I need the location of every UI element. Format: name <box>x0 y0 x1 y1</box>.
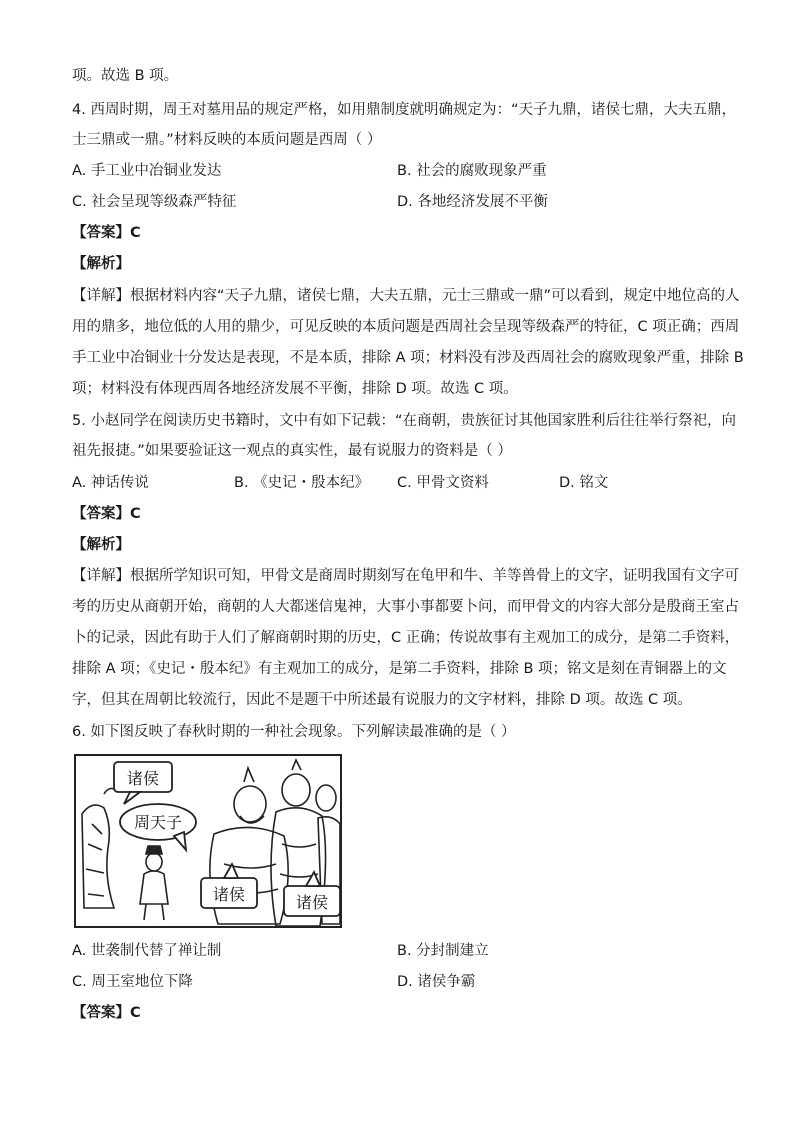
q6-answer: 【答案】C <box>72 1005 141 1021</box>
q5-detail-line-4: 排除 A 项；《史记・殷本纪》有主观加工的成分，是第二手资料，排除 B 项；铭文是刻在青铜器上的文 <box>72 661 727 677</box>
q5-option-d: D. 铭文 <box>559 475 609 491</box>
q5-detail-line-5: 字，但其在周朝比较流行，因此不是题干中所述最有说服力的文字材料，排除 D 项。故选 C 项。 <box>72 692 692 708</box>
q5-answer: 【答案】C <box>72 506 141 522</box>
q6-option-a: A. 世袭制代替了禅让制 <box>72 943 222 959</box>
q6-stem: 6. 如下图反映了春秋时期的一种社会现象。下列解读最准确的是（ ） <box>72 724 516 740</box>
figure-label-bottom-right: 诸侯 <box>295 893 329 912</box>
figure-label-bottom-mid: 诸侯 <box>212 885 246 904</box>
q4-answer: 【答案】C <box>72 225 141 241</box>
q4-stem-line-1: 4. 西周时期，周王对墓用品的规定严格，如用鼎制度就明确规定为：“天子九鼎，诸侯七鼎，大夫五鼎， <box>72 102 736 118</box>
q5-option-c: C. 甲骨文资料 <box>397 475 489 491</box>
figure-label-center: 周天子 <box>133 813 183 832</box>
previous-answer-tail: 项。故选 B 项。 <box>72 68 179 84</box>
q4-detail-line-3: 手工业中冶铜业十分发达是表现，不是本质，排除 A 项；材料没有涉及西周社会的腐败现象严重，排除 B <box>72 350 744 366</box>
q5-stem-line-1: 5. 小赵同学在阅读历史书籍时，文中有如下记载：“在商朝，贵族征讨其他国家胜利后往往举行祭祀，向 <box>72 413 736 429</box>
q4-detail-line-2: 用的鼎多，地位低的人用的鼎少，可见反映的本质问题是西周社会呈现等级森严的特征，C 项正确；西周 <box>72 319 740 335</box>
q5-detail-line-2: 考的历史从商朝开始，商朝的人大都迷信鬼神，大事小事都要卜问，而甲骨文的内容大部分是殷商王室占 <box>72 599 739 615</box>
q4-analysis-heading: 【解析】 <box>72 256 130 272</box>
q6-option-d: D. 诸侯争霸 <box>397 974 476 990</box>
q4-option-c: C. 社会呈现等级森严特征 <box>72 194 237 210</box>
q5-option-a: A. 神话传说 <box>72 475 149 491</box>
q5-analysis-heading: 【解析】 <box>72 537 130 553</box>
q4-option-b: B. 社会的腐败现象严重 <box>397 163 547 179</box>
q4-option-d: D. 各地经济发展不平衡 <box>397 194 548 210</box>
q4-option-a: A. 手工业中冶铜业发达 <box>72 163 222 179</box>
q5-stem-line-2: 祖先报捷。”如果要验证这一观点的真实性，最有说服力的资料是（ ） <box>72 443 512 459</box>
figure-label-top-left: 诸侯 <box>126 769 160 788</box>
q4-detail-line-4: 项；材料没有体现西周各地经济发展不平衡，排除 D 项。故选 C 项。 <box>72 381 518 397</box>
q4-stem-line-2: 士三鼎或一鼎。”材料反映的本质问题是西周（ ） <box>72 132 382 148</box>
q5-detail-line-3: 卜的记录，因此有助于人们了解商朝时期的历史，C 正确；传说故事有主观加工的成分，是第二手资料， <box>72 630 740 646</box>
q6-cartoon-figure <box>74 754 342 928</box>
q5-detail-line-1: 【详解】根据所学知识可知，甲骨文是商周时期刻写在龟甲和牛、羊等兽骨上的文字，证明我国有文字可 <box>72 568 739 584</box>
q5-option-b: B. 《史记・殷本纪》 <box>234 475 370 491</box>
q4-detail-line-1: 【详解】根据材料内容“天子九鼎，诸侯七鼎，大夫五鼎，元士三鼎或一鼎”可以看到，规定中地位高的人 <box>72 288 740 304</box>
q6-option-c: C. 周王室地位下降 <box>72 974 193 990</box>
q6-option-b: B. 分封制建立 <box>397 943 489 959</box>
